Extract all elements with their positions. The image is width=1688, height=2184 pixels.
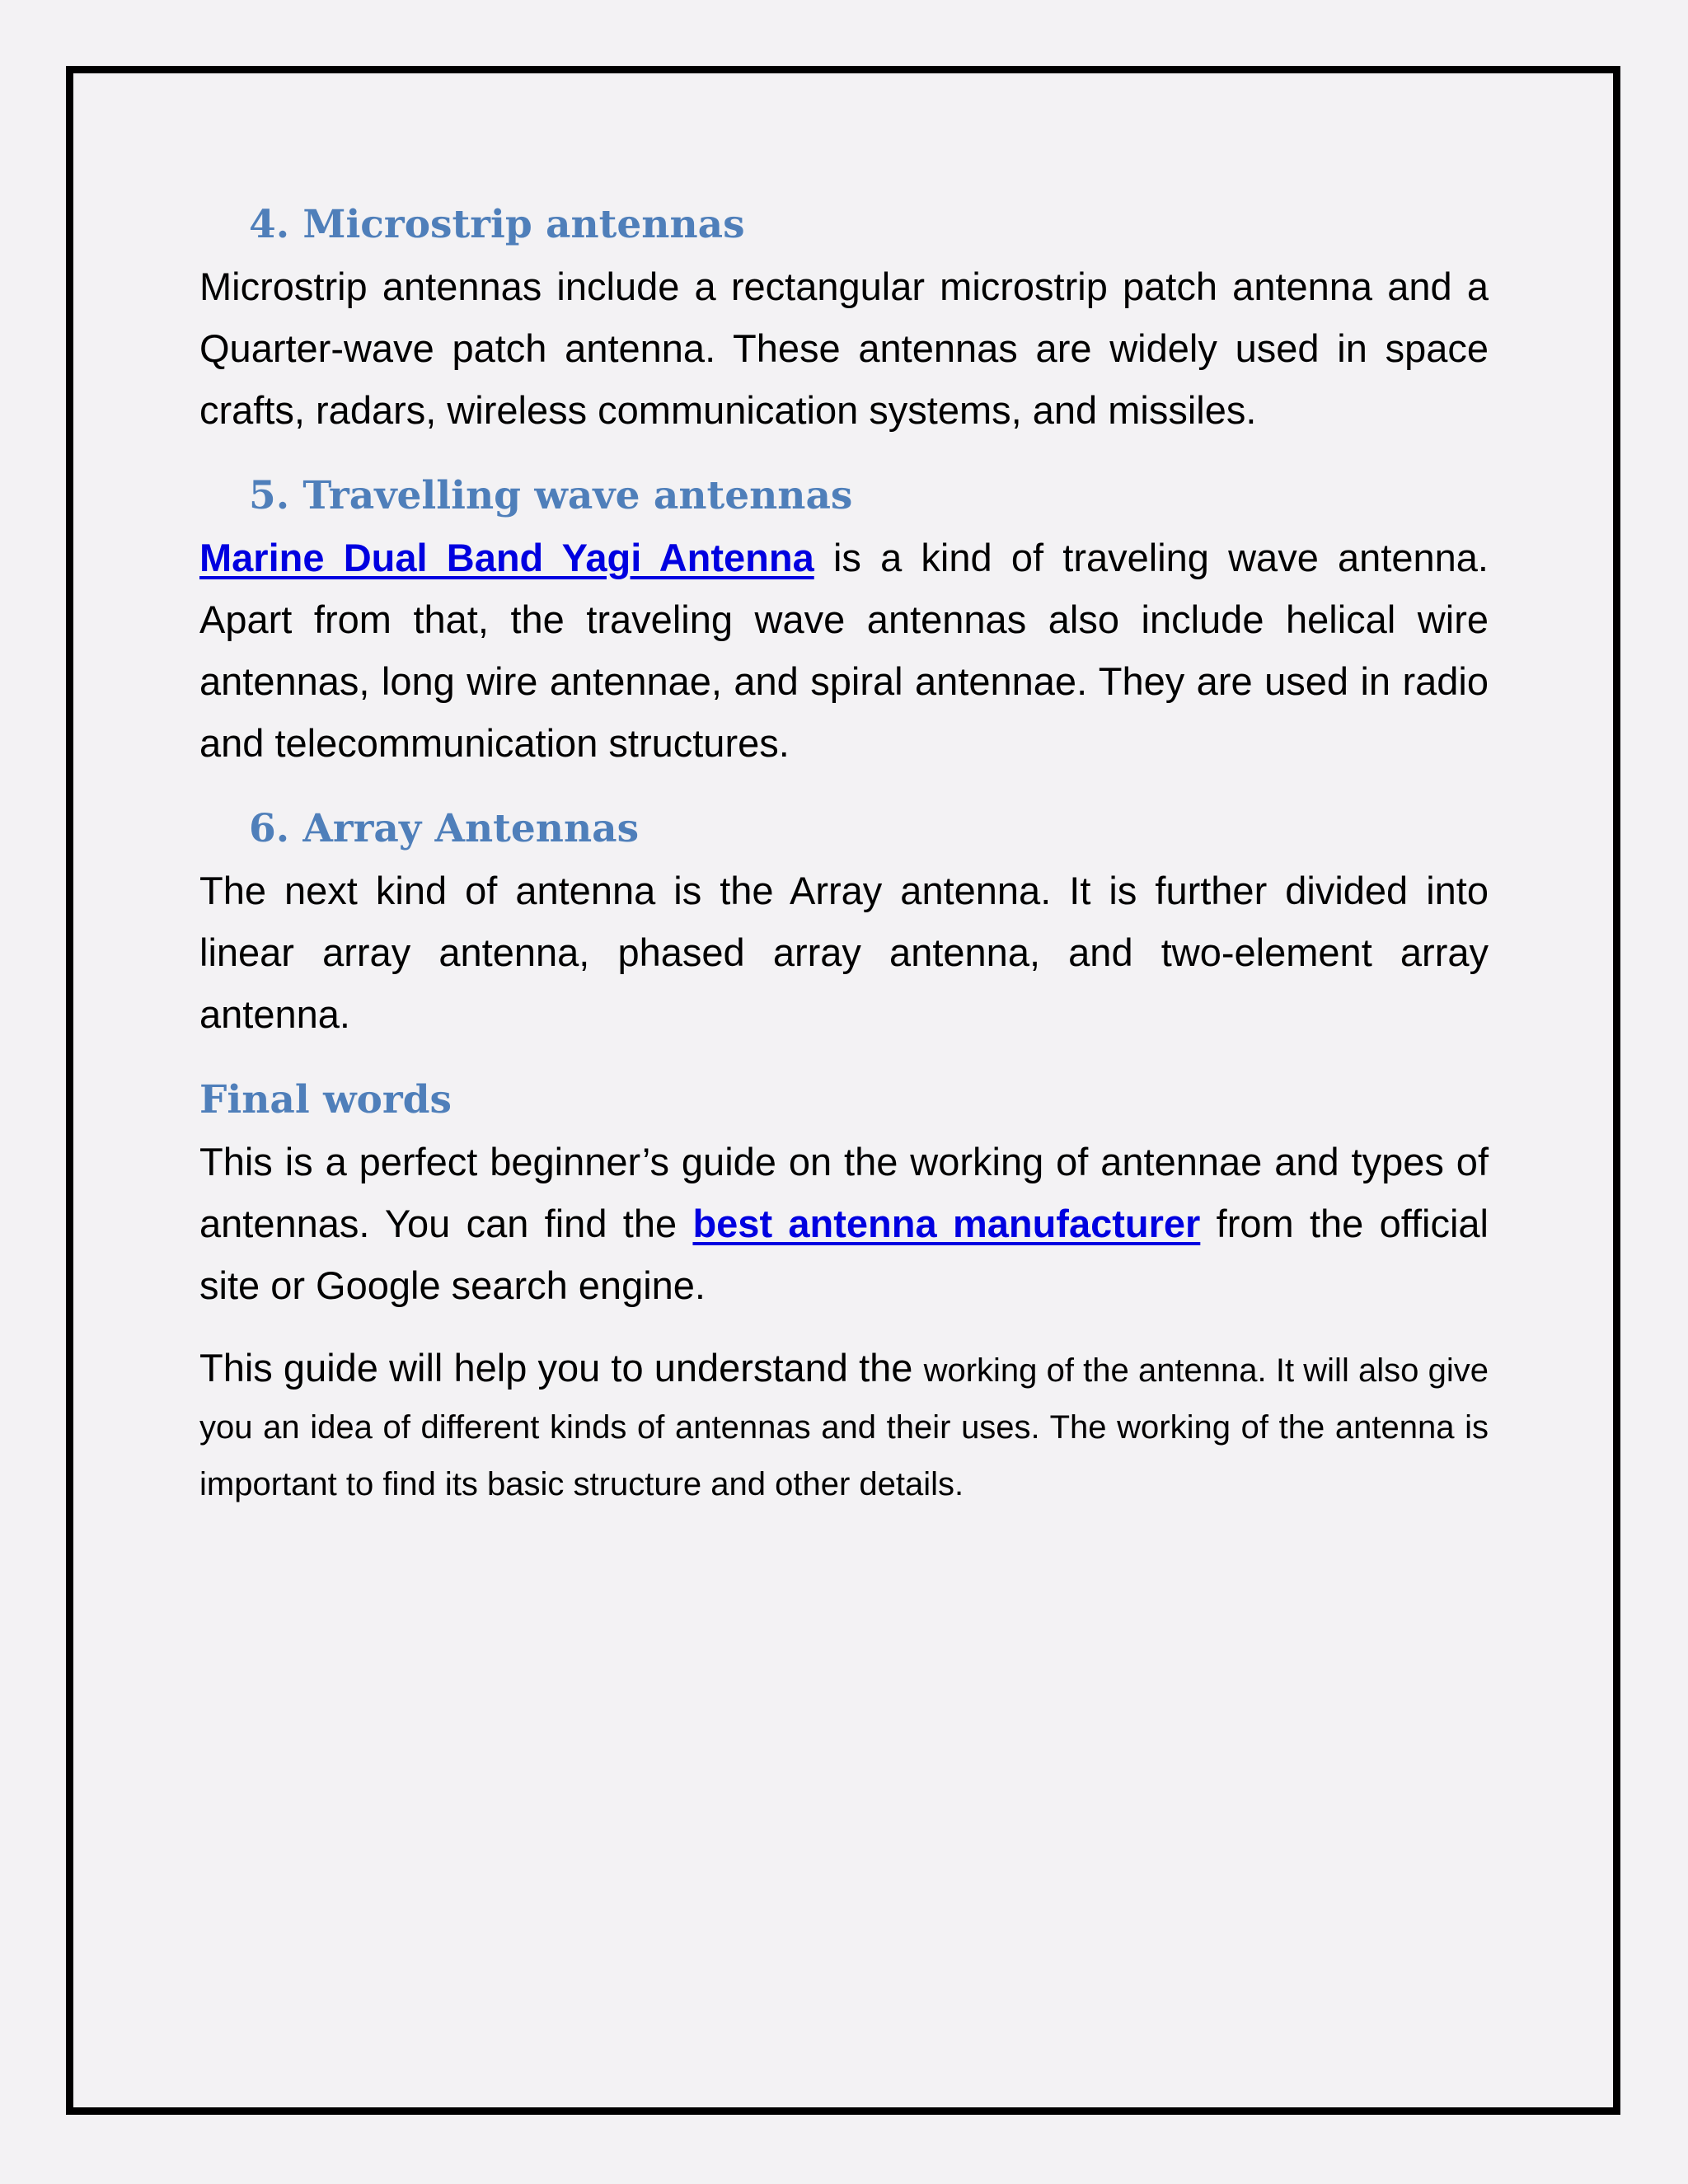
marine-yagi-antenna-link[interactable]: Marine Dual Band Yagi Antenna xyxy=(199,536,814,579)
section-heading: 5. Travelling wave antennas xyxy=(249,473,853,518)
section-heading: 4. Microstrip antennas xyxy=(249,202,745,247)
section-array xyxy=(199,799,1489,1045)
section-paragraph xyxy=(199,527,1489,774)
section-paragraph xyxy=(199,1131,1489,1316)
closing-paragraph xyxy=(199,1341,1489,1511)
paragraph-text: from the official site or Google search engine. xyxy=(199,1202,1489,1307)
section-microstrip xyxy=(199,194,1489,441)
paragraph-text: This is a perfect beginner’s guide on the working of antennae and types of antennas. You can find the xyxy=(199,1140,1489,1245)
section-final-words xyxy=(199,1070,1489,1511)
section-paragraph: The next kind of antenna is the Array antenna. It is further divided into linear array antenna, phased array antenna, and two-element array antenna. xyxy=(199,869,1489,1036)
closing-text-small: working of the antenna. It will also give you an idea of different kinds of antennas and their uses. The working of the antenna is important to find its basic structure and other details. xyxy=(199,1352,1489,1502)
section-heading: 6. Array Antennas xyxy=(249,806,640,851)
closing-text-large: This guide will help you to understand the xyxy=(199,1346,924,1390)
section-travelling-wave xyxy=(199,466,1489,774)
section-heading: Final words xyxy=(199,1077,452,1122)
paragraph-text: is a kind of traveling wave antenna. Apart from that, the traveling wave antennas also include helical wire antennas, long wire antennae, and spiral antennae. They are used in radio and telecommunication structures. xyxy=(199,536,1489,765)
best-antenna-manufacturer-link[interactable]: best antenna manufacturer xyxy=(692,1202,1201,1245)
section-paragraph: Microstrip antennas include a rectangular microstrip patch antenna and a Quarter-wave patch antenna. These antennas are widely used in space crafts, radars, wireless communication systems, and missiles. xyxy=(199,265,1489,432)
document-content xyxy=(199,194,1489,1511)
